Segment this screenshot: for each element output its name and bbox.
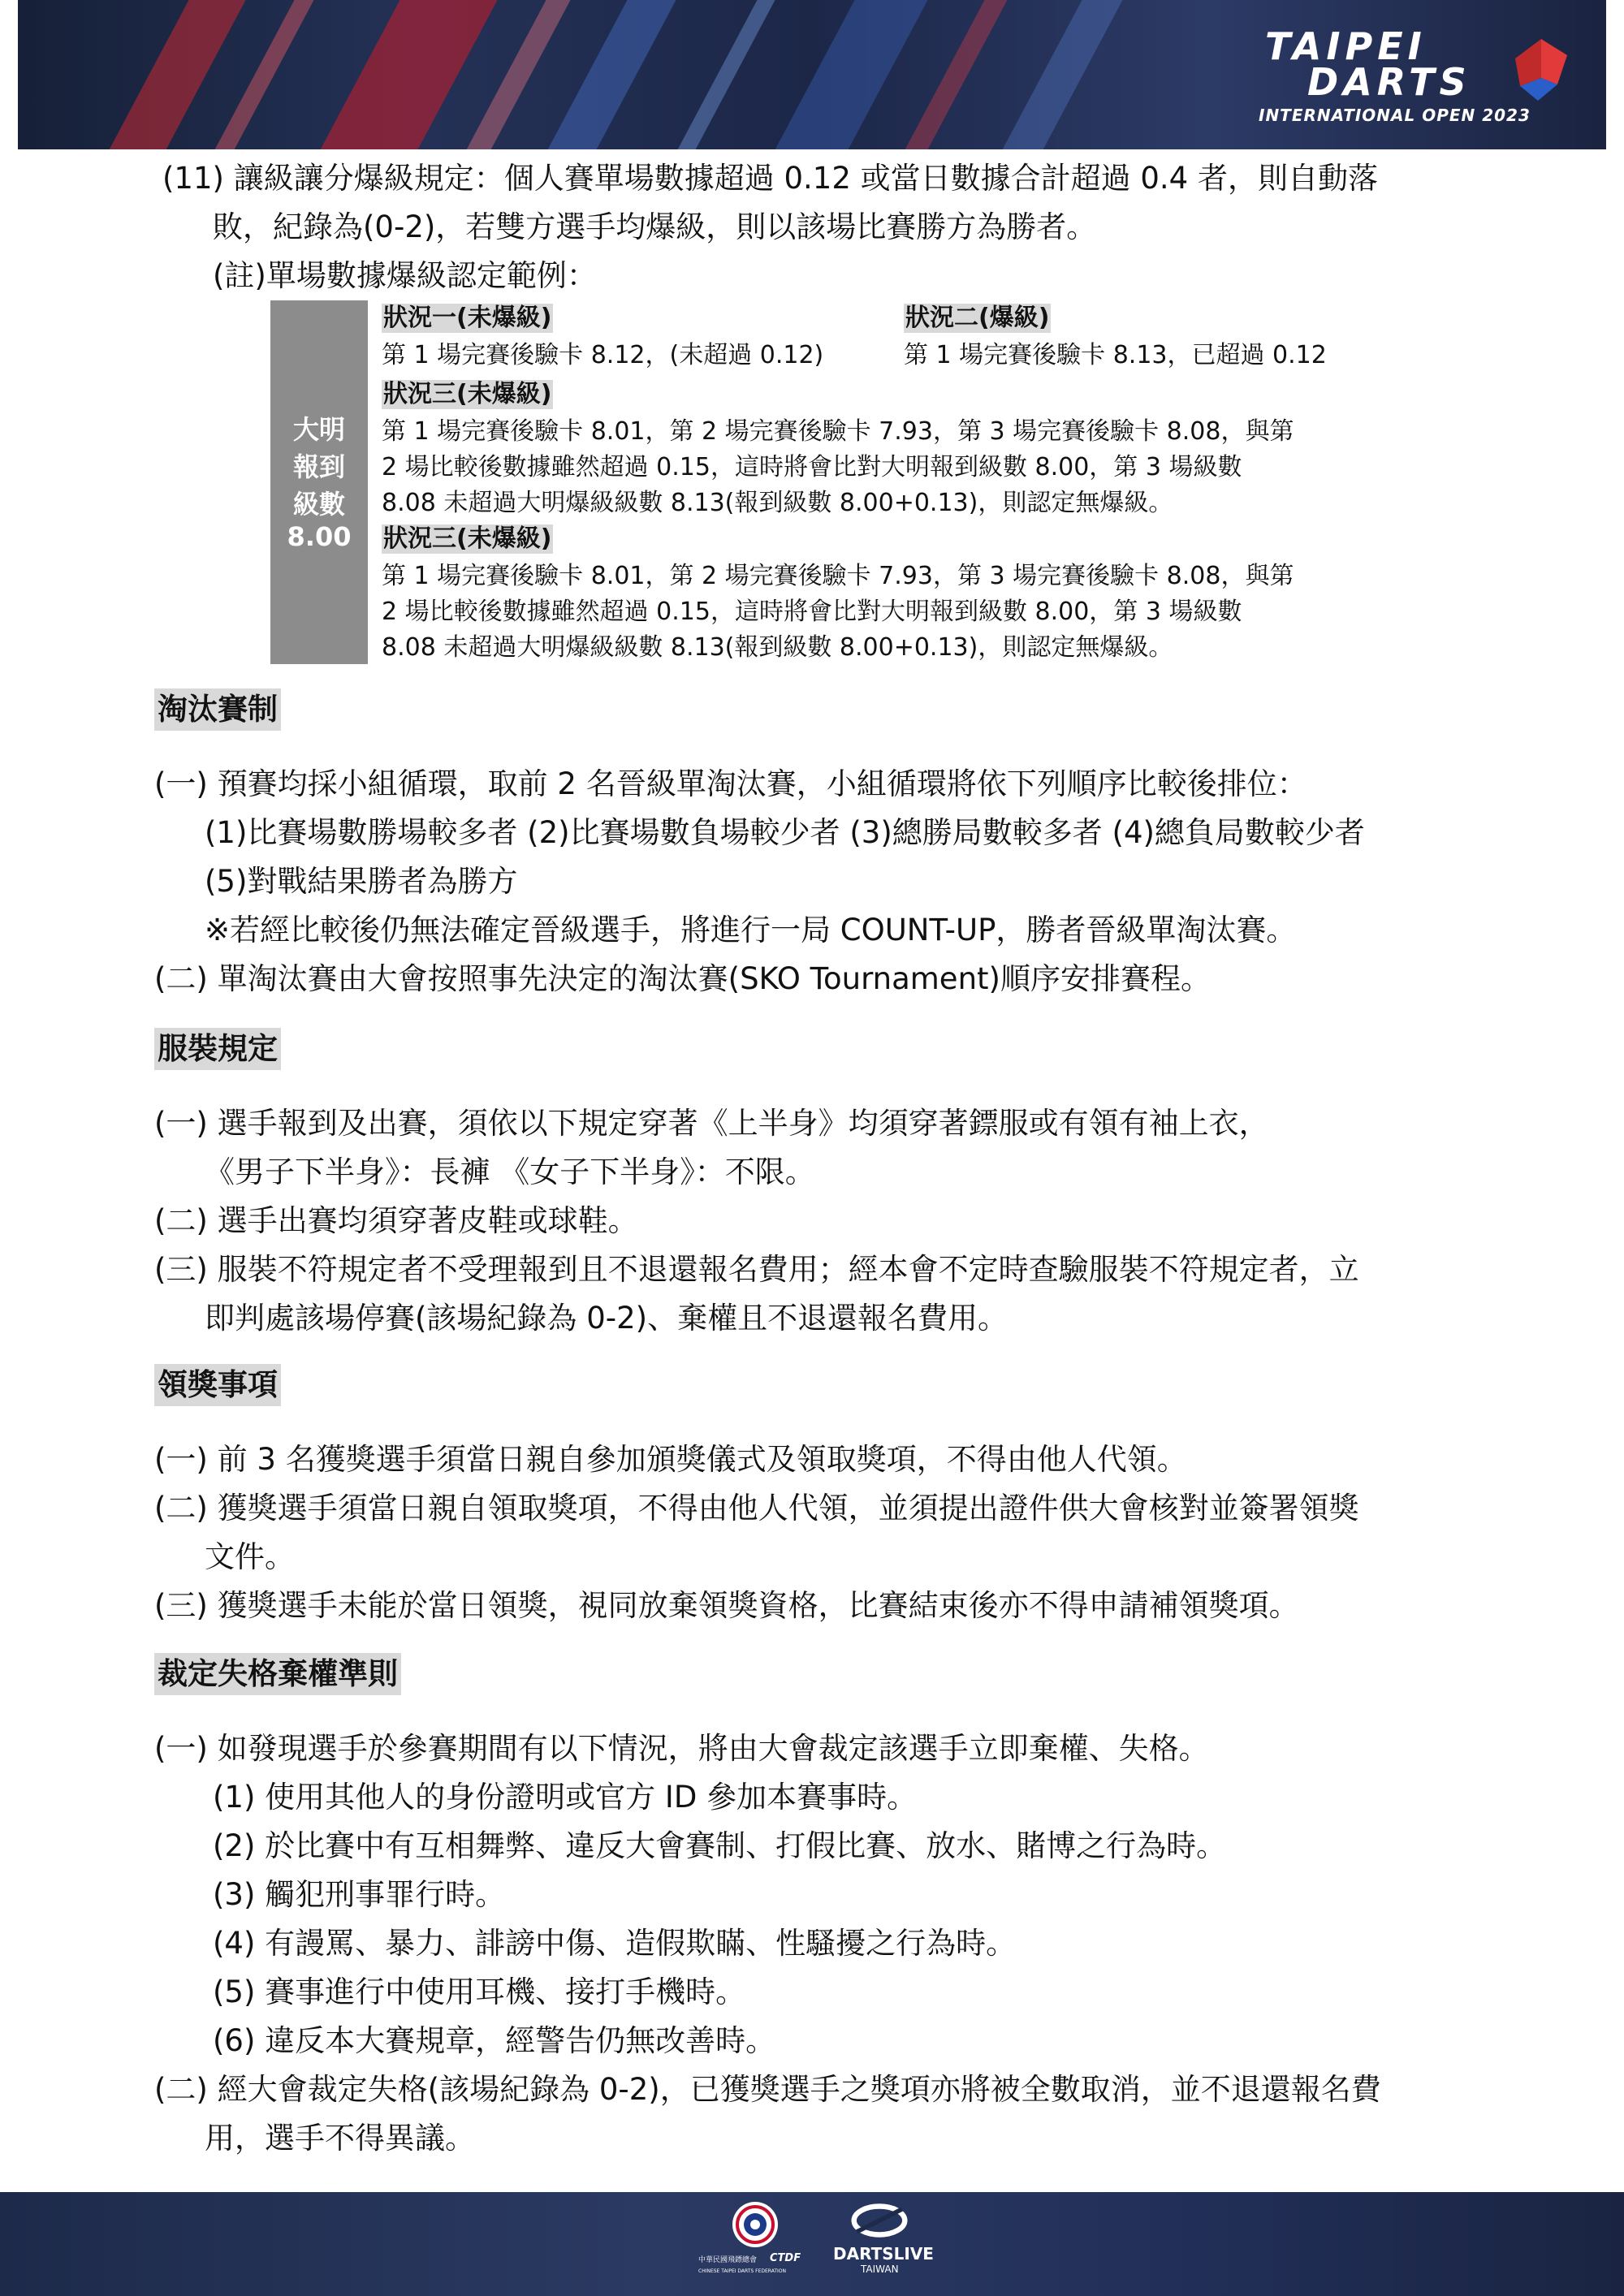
knockout-line: (一) 預賽均採小組循環，取前 2 名晉級單淘汰賽，小組循環將依下列順序比較後排位： bbox=[154, 766, 1307, 801]
side-label-line: 8.00 bbox=[287, 521, 352, 552]
case-4-line: 2 場比較後數據雖然超過 0.15，這時將會比對大明報到級數 8.00，第 3 場級數 bbox=[382, 598, 1242, 626]
banner-streak bbox=[309, 0, 506, 149]
awards-line: (三) 獲獎選手未能於當日領獎，視同放棄領獎資格，比賽結束後亦不得申請補領獎項。 bbox=[154, 1588, 1299, 1623]
case-3-line: 2 場比較後數據雖然超過 0.15，這時將會比對大明報到級數 8.00，第 3 場級數 bbox=[382, 453, 1242, 481]
case-2-text: 第 1 場完賽後驗卡 8.13，已超過 0.12 bbox=[904, 341, 1327, 369]
side-label-line: 級數 bbox=[292, 489, 345, 520]
dartslive-swoosh-icon bbox=[849, 2202, 909, 2239]
disqualify-line: (二) 經大會裁定失格(該場紀錄為 0-2)，已獲獎選手之獎項亦將被全數取消，並不退還報名費 bbox=[154, 2072, 1381, 2107]
awards-line: 文件。 bbox=[205, 1539, 295, 1574]
ctdf-label: CTDF bbox=[770, 2252, 801, 2264]
knockout-line: (5)對戰結果勝者為勝方 bbox=[205, 864, 518, 899]
case-4-title: 狀況三(未爆級) bbox=[383, 524, 552, 553]
dress-line: (二) 選手出賽均須穿著皮鞋或球鞋。 bbox=[154, 1203, 638, 1238]
rule-11-line-1: (11) 讓級讓分爆級規定：個人賽單場數據超過 0.12 或當日數據合計超過 0.4 者，則自動落 bbox=[162, 161, 1378, 196]
side-label-line: 大明 bbox=[292, 414, 345, 445]
logo-line-2: DARTS bbox=[1307, 60, 1471, 104]
disqualify-line: (4) 有謾罵、暴力、誹謗中傷、造假欺瞞、性騷擾之行為時。 bbox=[213, 1926, 1017, 1961]
banner-streak bbox=[667, 0, 784, 149]
disqualify-line: (一) 如發現選手於參賽期間有以下情況，將由大會裁定該選手立即棄權、失格。 bbox=[154, 1731, 1209, 1766]
case-4-line: 8.08 未超過大明爆級級數 8.13(報到級數 8.00+0.13)，則認定無爆級。 bbox=[382, 633, 1173, 662]
dress-line: 即判處該場停賽(該場紀錄為 0-2)、棄權且不退還報名費用。 bbox=[205, 1301, 1009, 1336]
case-4-line: 第 1 場完賽後驗卡 8.01，第 2 場完賽後驗卡 7.93，第 3 場完賽後驗卡 8.08，與第 bbox=[382, 562, 1294, 590]
logo-line-3: INTERNATIONAL OPEN 2023 bbox=[1259, 106, 1531, 125]
banner-streak bbox=[537, 0, 685, 149]
dartslive-label: DARTSLIVE bbox=[833, 2244, 934, 2264]
awards-line: (二) 獲獎選手須當日親自領取獎項，不得由他人代領，並須提出證件供大會核對並簽署領獎 bbox=[154, 1491, 1359, 1526]
knockout-line: (1)比賽場數勝場較多者 (2)比賽場數負場較少者 (3)總勝局數較多者 (4)總負局數較少者 bbox=[205, 815, 1365, 850]
disqualify-heading: 裁定失格棄權準則 bbox=[154, 1653, 401, 1695]
ctdf-small-text: 中華民國飛鏢總會 bbox=[698, 2256, 758, 2264]
header-banner bbox=[18, 0, 1606, 149]
case-3-title: 狀況三(未爆級) bbox=[383, 380, 552, 408]
dartslive-sub: TAIWAN bbox=[861, 2264, 899, 2275]
case-3-line: 8.08 未超過大明爆級級數 8.13(報到級數 8.00+0.13)，則認定無爆級。 bbox=[382, 489, 1173, 517]
disqualify-line: (2) 於比賽中有互相舞弊、違反大會賽制、打假比賽、放水、賭博之行為時。 bbox=[213, 1828, 1227, 1863]
ctdf-emblem-icon bbox=[731, 2200, 780, 2249]
banner-streak bbox=[991, 0, 1131, 149]
case-1-title: 狀況一(未爆級) bbox=[383, 304, 552, 332]
awards-line: (一) 前 3 名獲獎選手須當日親自參加頒獎儀式及領取獎項，不得由他人代領。 bbox=[154, 1442, 1187, 1477]
dartslive-logo bbox=[827, 2202, 932, 2291]
disqualify-line: (5) 賽事進行中使用耳機、接打手機時。 bbox=[213, 1974, 746, 2009]
logo-gem-icon bbox=[1515, 39, 1567, 101]
disqualify-line: 用，選手不得異議。 bbox=[205, 2121, 475, 2156]
taipei-darts-logo bbox=[1259, 24, 1567, 125]
case-3-line: 第 1 場完賽後驗卡 8.01，第 2 場完賽後驗卡 7.93，第 3 場完賽後驗卡 8.08，與第 bbox=[382, 417, 1294, 446]
banner-streak bbox=[764, 0, 936, 149]
case-2-title: 狀況二(爆級) bbox=[905, 304, 1050, 332]
disqualify-line: (3) 觸犯刑事罪行時。 bbox=[213, 1877, 506, 1912]
knockout-line: (二) 單淘汰賽由大會按照事先決定的淘汰賽(SKO Tournament)順序安排賽程。 bbox=[154, 961, 1211, 996]
dress-line: 《男子下半身》：長褲 《女子下半身》：不限。 bbox=[205, 1154, 815, 1189]
example-side-label bbox=[270, 300, 368, 664]
logo-line-1: TAIPEI bbox=[1265, 24, 1427, 68]
case-1-text: 第 1 場完賽後驗卡 8.12，(未超過 0.12) bbox=[382, 341, 824, 369]
awards-heading: 領獎事項 bbox=[154, 1364, 281, 1406]
knockout-line: ※若經比較後仍無法確定晉級選手，將進行一局 COUNT-UP，勝者晉級單淘汰賽。 bbox=[205, 913, 1297, 947]
rule-11-line-2: 敗，紀錄為(0-2)，若雙方選手均爆級，則以該場比賽勝方為勝者。 bbox=[213, 209, 1097, 244]
dress-heading: 服裝規定 bbox=[154, 1028, 281, 1070]
footer-banner bbox=[0, 2192, 1624, 2296]
ctdf-logo bbox=[698, 2200, 812, 2291]
knockout-heading: 淘汰賽制 bbox=[154, 688, 281, 731]
side-label-line: 報到 bbox=[292, 451, 345, 482]
dress-line: (三) 服裝不符規定者不受理報到且不退還報名費用；經本會不定時查驗服裝不符規定者，立 bbox=[154, 1252, 1359, 1287]
rule-11-note: (註)單場數據爆級認定範例： bbox=[213, 258, 597, 293]
ctdf-sub-text: CHINESE TAIPEI DARTS FEDERATION bbox=[698, 2268, 787, 2274]
disqualify-line: (6) 違反本大賽規章，經警告仍無改善時。 bbox=[213, 2023, 776, 2058]
disqualify-line: (1) 使用其他人的身份證明或官方 ID 參加本賽事時。 bbox=[213, 1780, 918, 1815]
dress-line: (一) 選手報到及出賽，須依以下規定穿著《上半身》均須穿著鏢服或有領有袖上衣， bbox=[154, 1106, 1269, 1141]
